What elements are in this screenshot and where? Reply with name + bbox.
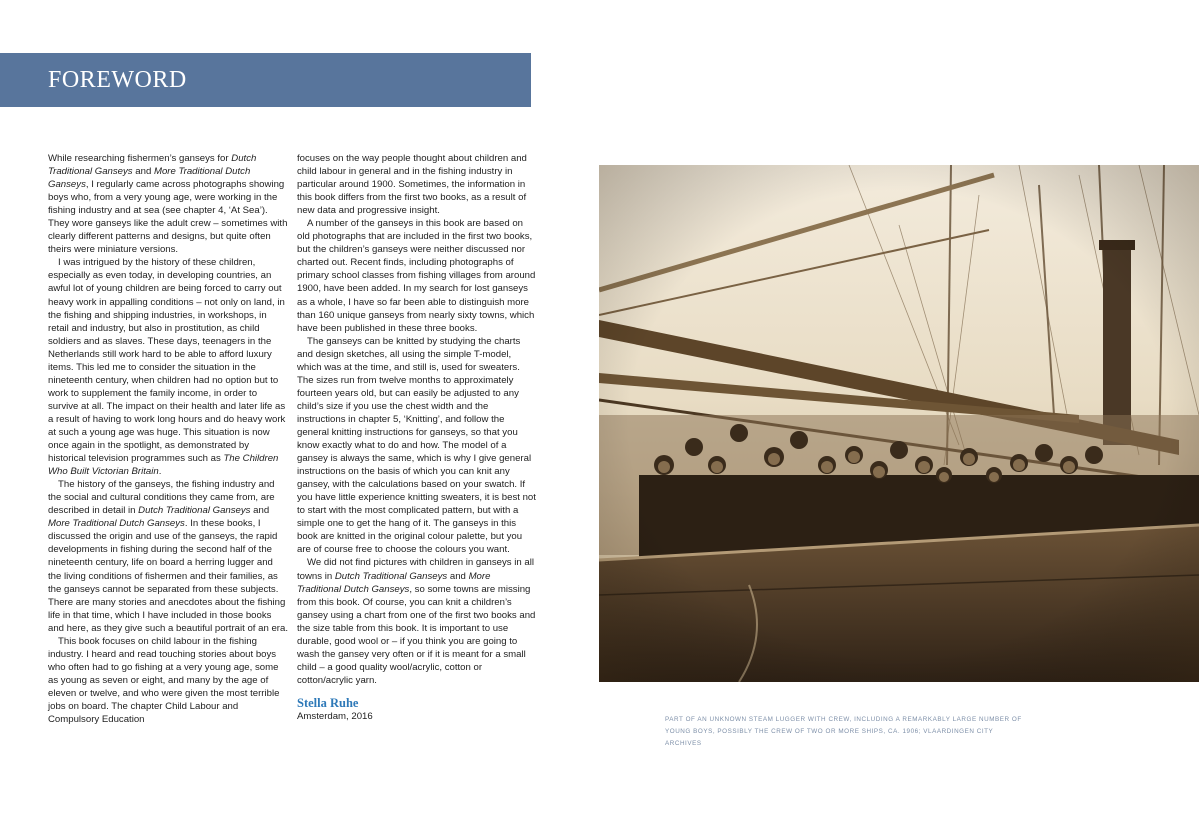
paragraph: While researching fishermen’s ganseys for Dutch Traditional Ganseys and More Traditional Dutch Ganseys, I regularly came across photographs showing boys who, from a very young age, were working in the fishing industry and at sea (see chapter 4, ‘At Sea’). They wore ganseys like the adult crew – sometimes with clearly different patterns and designs, but quite often theirs were miniature versions.: [48, 153, 288, 256]
paragraph: I was intrigued by the history of these children, especially as even today, in developing countries, an awful lot of young children are being forced to carry out heavy work in appalling conditions – not only on land, in the fishing and shipping industries, in workshops, in retail and industry, but also in prostitution, as child soldiers and as slaves. These days, teenagers in the Netherlands still work hard to be able to afford luxury items. This led me to consider the situation in the nineteenth century, when children had no option but to work to supplement the family income, in order to survive at all. The impact on their health and later life as a result of having to work long hours and do heavy work at such a young age was huge. This situation is now once again in the spotlight, as demonstrated by historical television programmes such as The Children Who Built Victorian Britain.: [48, 257, 286, 478]
paragraph: This book focuses on child labour in the fishing industry. I heard and read touching stories about boys who often had to go fishing at a very young age, some as young as seven or eight, and many by the age of eleven or twelve, and who were given the most terrible jobs on board. The chapter Child Labour and Compulsory Education: [48, 635, 280, 726]
title-banner: [0, 53, 531, 107]
historic-photo: [599, 165, 1199, 682]
author-signature: Stella Ruhe: [297, 695, 359, 710]
paragraph: The ganseys can be knitted by studying the charts and design sketches, all using the simple T-model, which was at the time, and still is, used for sweaters. The sizes run from twelve months to approximately fourteen years old, but can easily be adjusted to any child’s size if you use the chest width and the instructions in chapter 5, ‘Knitting’, and follow the general knitting instructions for ganseys, so that you know exactly what to do and how. The model of a gansey is always the same, which is why I give general instructions on the basis of which you can knit any gansey, with the calculations based on your swatch. If you have little experience knitting sweaters, it is best not to start with the most complicated pattern, but with a simple one to get the hang of it. The ganseys in this book are knitted in the original colour palette, but you are of course free to choose the colours you want.: [297, 335, 536, 556]
text-column-right: [297, 152, 537, 723]
paragraph: A number of the ganseys in this book are based on old photographs that are included in the first two books, but the children’s ganseys were neither discussed nor charted out. Recent finds, including photographs of primary school classes from fishing villages from around 1900, have been added. In my search for lost ganseys as a whole, I have so far been able to distinguish more than 160 unique ganseys from nearly sixty towns, which have been published in these three books.: [297, 218, 536, 334]
page-title: FOREWORD: [48, 67, 187, 93]
paragraph: focuses on the way people thought about children and child labour in general and in the fishing industry in particular around 1900. Sometimes, the information in this book differs from the first two books, as a result of new data and progressive insight.: [297, 153, 527, 217]
photo-caption: PART OF AN UNKNOWN STEAM LUGGER WITH CREW, INCLUDING A REMARKABLY LARGE NUMBER OF YOUNG BOYS, POSSIBLY THE CREW OF TWO OR MORE SHIPS, CA. 1906; VLAARDINGEN CITY ARCHIVES: [665, 716, 1022, 747]
paragraph: The history of the ganseys, the fishing industry and the social and cultural conditions they came from, are described in detail in Dutch Traditional Ganseys and More Traditional Dutch Ganseys. In these books, I discussed the origin and use of the ganseys, the rapid developments in fishing during the second half of the nineteenth century, life on board a herring lugger and the living conditions of fishermen and their families, as the ganseys cannot be separated from these subjects. There are many stories and anecdotes about the fishing life in that time, which I have included in those books and here, as they give such a beautiful portrait of an era.: [48, 479, 288, 634]
text-column-left: [48, 152, 288, 726]
paragraph: We did not find pictures with children in ganseys in all towns in Dutch Traditional Ganseys and More Traditional Dutch Ganseys, so some towns are missing from this book. Of course, you can knit a children’s gansey using a chart from one of the first two books and the size table from this book. It is important to use durable, good wool or – if you think you are going to wash the gansey very often or if it is meant for a small child – a good quality wool/acrylic, cotton or cotton/acrylic yarn.: [297, 557, 536, 686]
signature-place-date: Amsterdam, 2016: [297, 710, 373, 722]
